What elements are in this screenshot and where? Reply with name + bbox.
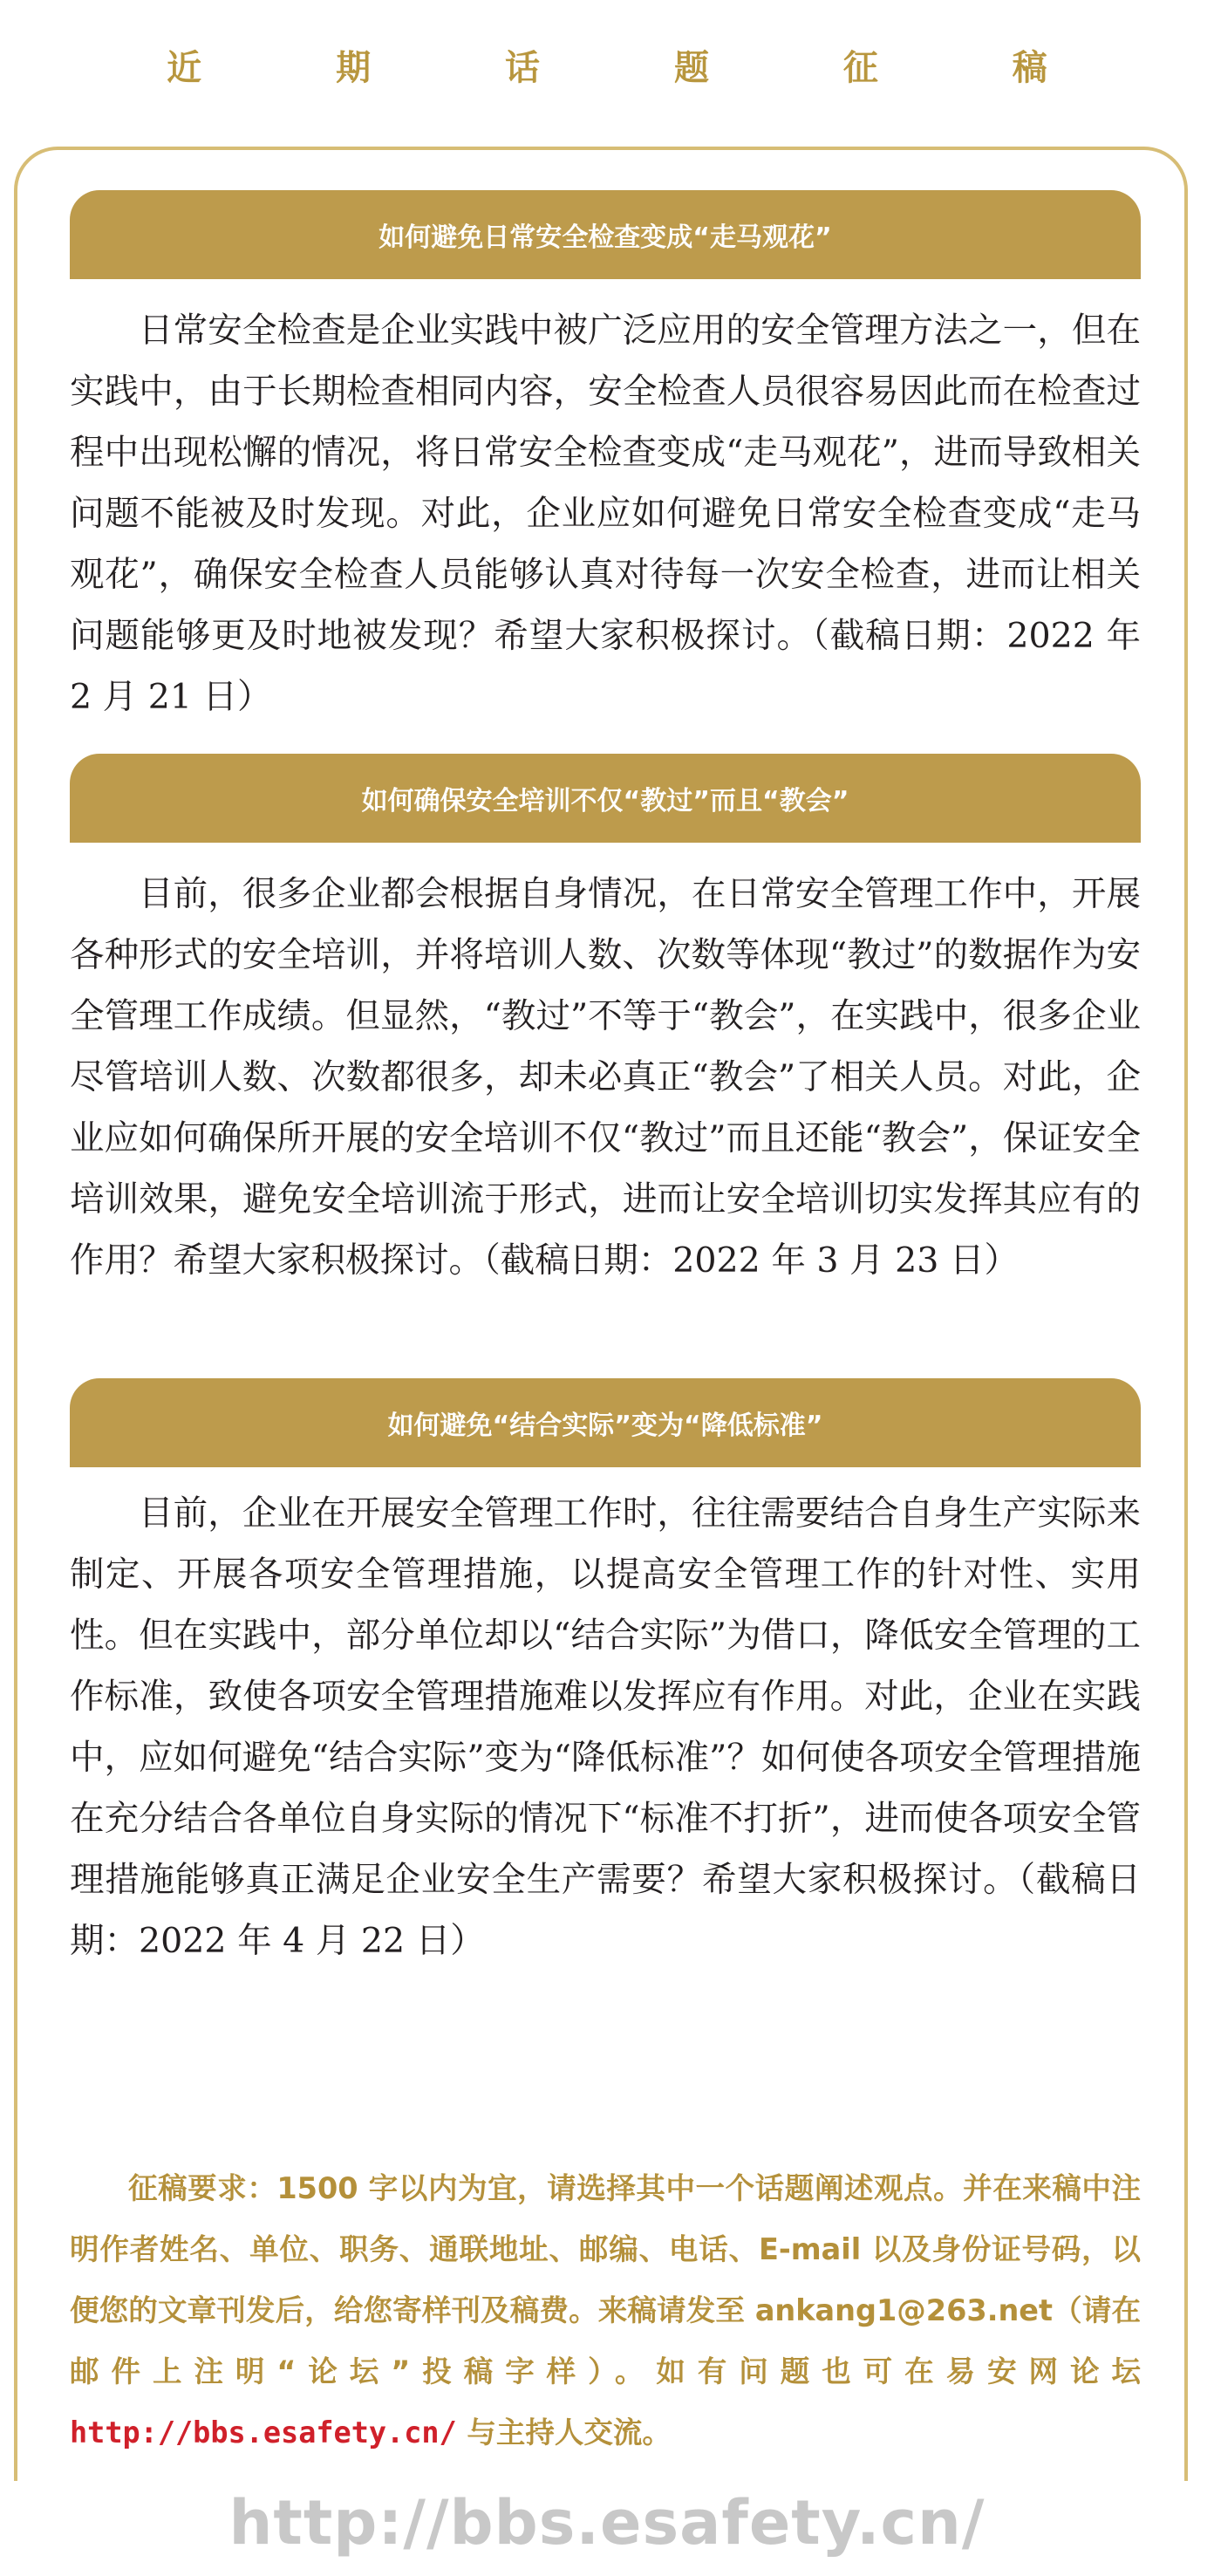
topic-3-body: 目前，企业在开展安全管理工作时，往往需要结合自身生产实际来制定、开展各项安全管理措施，以提高安全管理工作的针对性、实用性。但在实践中，部分单位却以“结合实际”为借口，降低安全管理的工作标准，致使各项安全管理措施难以发挥应有作用。对此，企业在实践中，应如何避免“结合实际”变为“降低标准”？如何使各项安全管理措施在充分结合各单位自身实际的情况下“标准不打折”，进而使各项安全管理措施能够真正满足企业安全生产需要？希望大家积极探讨。（截稿日期：2022 年 4 月 22 日） <box>70 1493 1141 1961</box>
topic-2-body: 目前，很多企业都会根据自身情况，在日常安全管理工作中，开展各种形式的安全培训，并将培训人数、次数等体现“教过”的数据作为安全管理工作成绩。但显然，“教过”不等于“教会”，在实践中，很多企业尽管培训人数、次数都很多，却未必真正“教会”了相关人员。对此，企业应如何确保所开展的安全培训不仅“教过”而且还能“教会”，保证安全培训效果，避免安全培训流于形式，进而让安全培训切实发挥其应有的作用？希望大家积极探讨。（截稿日期：2022 年 3 月 23 日） <box>70 874 1141 1281</box>
topic-1-title-banner <box>70 190 1141 279</box>
topic-3-title-banner <box>70 1378 1141 1467</box>
requirements-text: 征稿要求：1500 字以内为宜，请选择其中一个话题阐述观点。并在来稿中注明作者姓名、单位、职务、通联地址、邮编、电话、E-mail 以及身份证号码，以便您的文章刊发后，给您寄样刊及稿费。来稿请发至 ankang1@263.net（请在邮件上注明“论坛”投稿字样）。如有问题也可在易安网论坛 <box>70 2171 1141 2388</box>
submission-requirements <box>70 2158 1141 2463</box>
topic-3-title: 如何避免“结合实际”变为“降低标准” <box>387 1411 823 1441</box>
forum-link[interactable]: http://bbs.esafety.cn/ <box>70 2415 457 2450</box>
topic-1-body: 日常安全检查是企业实践中被广泛应用的安全管理方法之一，但在实践中，由于长期检查相同内容，安全检查人员很容易因此而在检查过程中出现松懈的情况，将日常安全检查变成“走马观花”，进而导致相关问题不能被及时发现。对此，企业应如何避免日常安全检查变成“走马观花”，确保安全检查人员能够认真对待每一次安全检查，进而让相关问题能够更及时地被发现？希望大家积极探讨。（截稿日期：2022 年 2 月 21 日） <box>70 311 1141 717</box>
topic-1-title: 如何避免日常安全检查变成“走马观花” <box>379 222 832 253</box>
page-title: 近 期 话 题 征 稿 <box>167 48 1108 88</box>
topic-2-title-banner <box>70 754 1141 843</box>
requirements-text-end: 与主持人交流。 <box>456 2415 672 2450</box>
footer-url: http://bbs.esafety.cn/ <box>0 2481 1214 2565</box>
topic-2-title: 如何确保安全培训不仅“教过”而且“教会” <box>361 786 849 817</box>
